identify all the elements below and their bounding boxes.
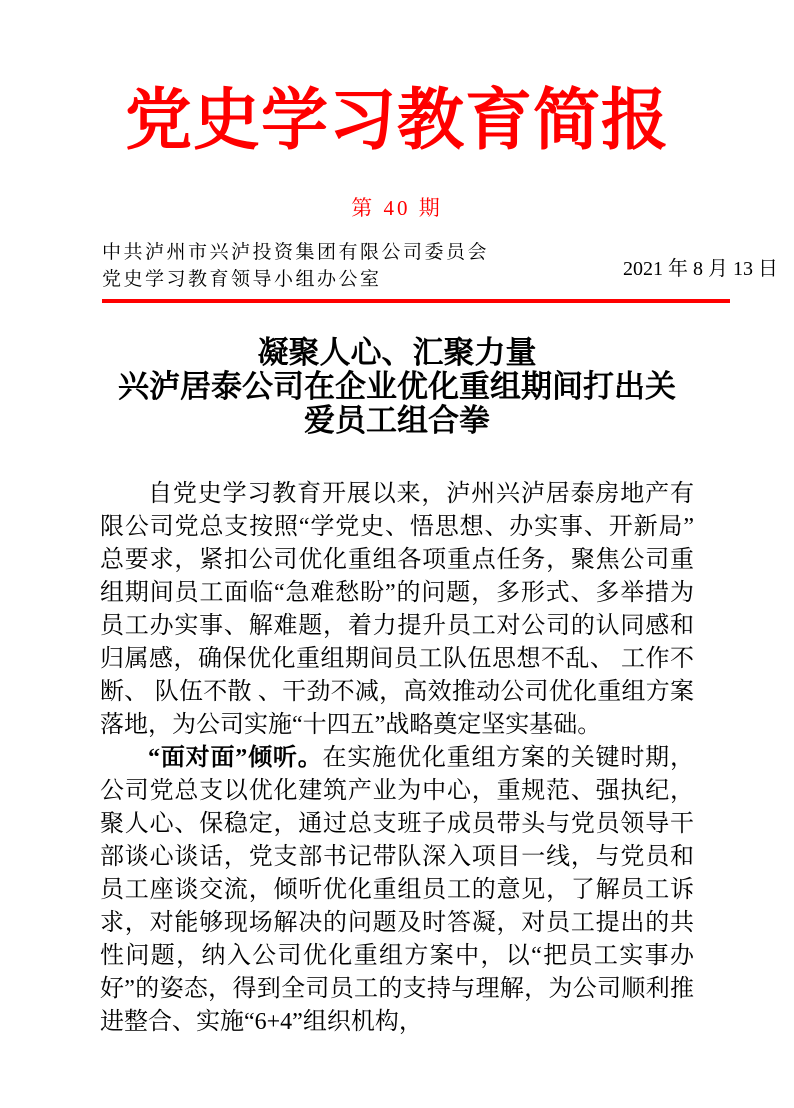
bulletin-title: 党史学习教育简报 xyxy=(125,84,669,158)
paragraph-2 xyxy=(100,742,694,1039)
issue-number: 第 40 期 xyxy=(351,196,443,220)
issuer-block xyxy=(102,239,489,293)
article-body xyxy=(100,478,694,1039)
issue-date: 2021 年 8 月 13 日 xyxy=(623,257,778,280)
article-title-line-3: 爱员工组合拳 xyxy=(304,403,490,438)
article-title-line-2: 兴泸居泰公司在企业优化重组期间打出关 xyxy=(118,369,676,404)
paragraph-2-text: 在实施优化重组方案的关键时期，公司党总支以优化建筑产业为中心，重规范、强执纪，聚人心、保稳定，通过总支班子成员带头与党员领导干部谈心谈话，党支部书记带队深入项目一线，与党员和员工座谈交流，倾听优化重组员工的意见，了解员工诉求，对能够现场解决的问题及时答凝，对员工提出的共性问题，纳入公司优化重组方案中，以“把员工实事办好”的姿态，得到全司员工的支持与理解，为公司顺利推进整合、实施“6+4”组织机构， xyxy=(100,745,695,1035)
article-title xyxy=(0,336,794,438)
issuer-line-1: 中共泸州市兴泸投资集团有限公司委员会 xyxy=(102,242,490,263)
issuer-line-2: 党史学习教育领导小组办公室 xyxy=(102,269,382,290)
paragraph-1 xyxy=(100,478,694,742)
article-title-line-1: 凝聚人心、汇聚力量 xyxy=(257,335,537,370)
red-divider-rule xyxy=(102,299,730,303)
paragraph-2-lead: “面对面”倾听。 xyxy=(148,745,323,771)
masthead-row xyxy=(102,239,778,293)
paragraph-1-text: 自党史学习教育开展以来，泸州兴泸居泰房地产有限公司党总支按照“学党史、悟思想、办实事、开新局”总要求，紧扣公司优化重组各项重点任务，聚焦公司重组期间员工面临“急难愁盼”的问题，多形式、多举措为员工办实事、解难题，着力提升员工对公司的认同感和归属感，确保优化重组期间员工队伍思想不乱、 工作不断、 队伍不散 、干劲不减，高效推动公司优化重组方案落地，为公司实施“十四五”战略奠定坚实基础。 xyxy=(100,481,694,738)
